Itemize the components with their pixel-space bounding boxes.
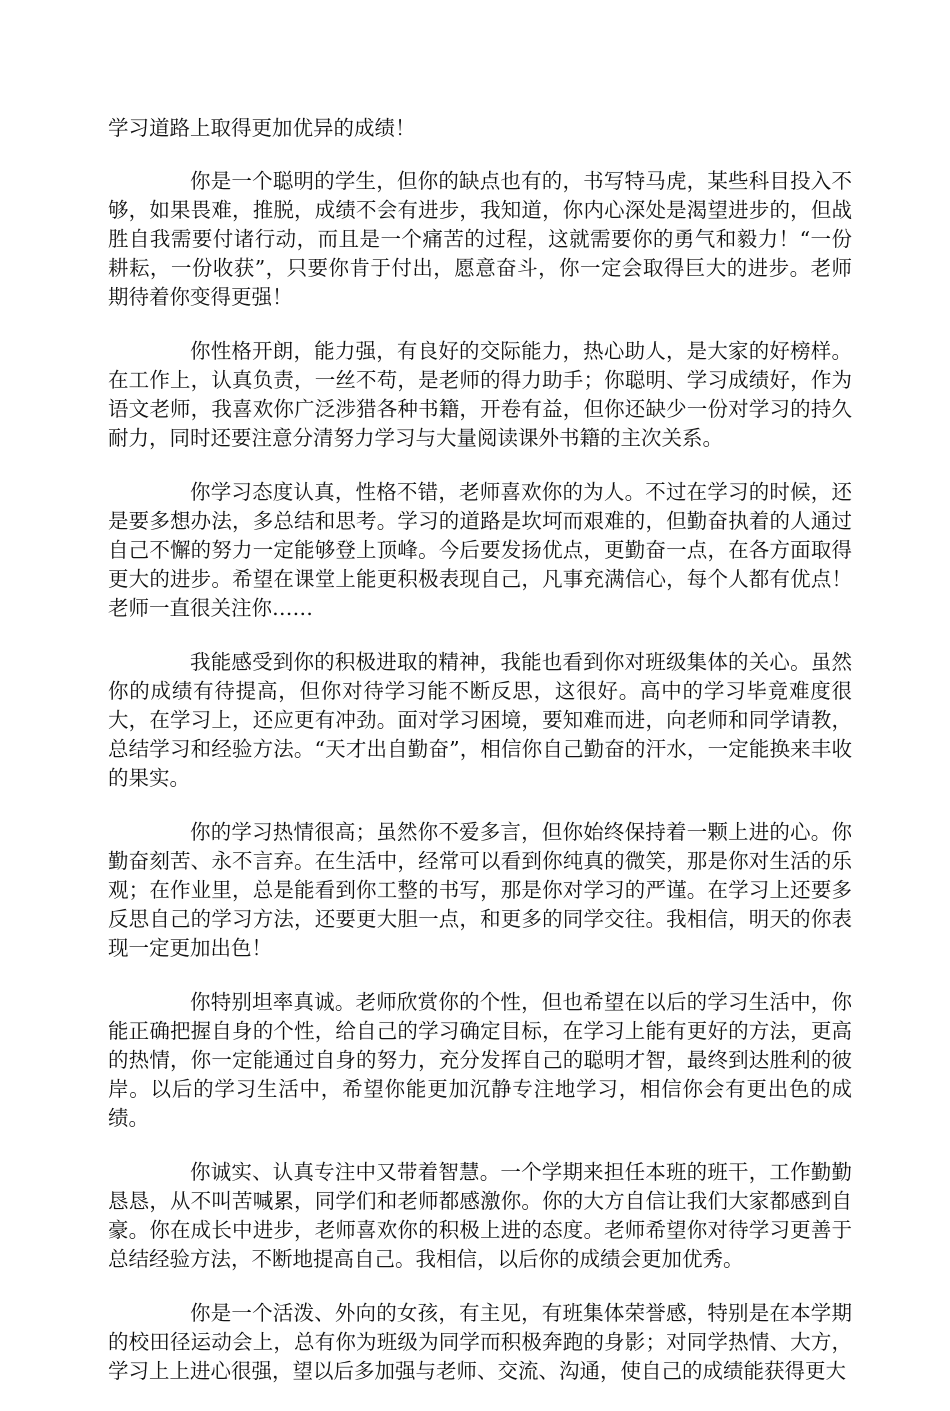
paragraph-comment-5: 你的学习热情很高；虽然你不爱多言，但你始终保持着一颗上进的心。你勤奋刻苦、永不言弃。在生活中，经常可以看到你纯真的微笑，那是你对生活的乐观；在作业里，总是能看到你工整的书写，那是你对学习的严谨。在学习上还要多反思自己的学习方法，还要更大胆一点，和更多的同学交往。我相信，明天的你表现一定更加出色！ <box>108 820 852 960</box>
paragraph-comment-6: 你特别坦率真诚。老师欣赏你的个性，但也希望在以后的学习生活中，你能正确把握自身的个性，给自己的学习确定目标，在学习上能有更好的方法，更高的热情，你一定能通过自身的努力，充分发挥自己的聪明才智，最终到达胜利的彼岸。以后的学习生活中，希望你能更加沉静专注地学习，相信你会有更出色的成绩。 <box>108 990 852 1130</box>
paragraph-comment-3: 你学习态度认真，性格不错，老师喜欢你的为人。不过在学习的时候，还是要多想办法，多总结和思考。学习的道路是坎坷而艰难的，但勤奋执着的人通过自己不懈的努力一定能够登上顶峰。今后要发扬优点，更勤奋一点，在各方面取得更大的进步。希望在课堂上能更积极表现自己，凡事充满信心，每个人都有优点！老师一直很关注你…… <box>108 480 852 620</box>
document-page <box>108 114 852 1411</box>
paragraph-comment-7: 你诚实、认真专注中又带着智慧。一个学期来担任本班的班干，工作勤勤恳恳，从不叫苦喊累，同学们和老师都感激你。你的大方自信让我们大家都感到自豪。你在成长中进步，老师喜欢你的积极上进的态度。老师希望你对待学习更善于总结经验方法，不断地提高自己。我相信，以后你的成绩会更加优秀。 <box>108 1160 852 1271</box>
paragraph-comment-4: 我能感受到你的积极进取的精神，我能也看到你对班级集体的关心。虽然你的成绩有待提高，但你对待学习能不断反思，这很好。高中的学习毕竟难度很大，在学习上，还应更有冲劲。面对学习困境，要知难而进，向老师和同学请教，总结学习和经验方法。“天才出自勤奋”，相信你自己勤奋的汗水，一定能换来丰收的果实。 <box>108 650 852 790</box>
paragraph-continuation: 学习道路上取得更加优异的成绩！ <box>108 116 416 140</box>
paragraph-comment-2: 你性格开朗，能力强，有良好的交际能力，热心助人，是大家的好榜样。在工作上，认真负责，一丝不苟，是老师的得力助手；你聪明、学习成绩好，作为语文老师，我喜欢你广泛涉猎各种书籍，开卷有益，但你还缺少一份对学习的持久耐力，同时还要注意分清努力学习与大量阅读课外书籍的主次关系。 <box>108 339 852 450</box>
paragraph-comment-1: 你是一个聪明的学生，但你的缺点也有的，书写特马虎，某些科目投入不够，如果畏难，推脱，成绩不会有进步，我知道，你内心深处是渴望进步的，但战胜自我需要付诸行动，而且是一个痛苦的过程，这就需要你的勇气和毅力！“一份耕耘，一份收获”，只要你肯于付出，愿意奋斗，你一定会取得巨大的进步。老师期待着你变得更强！ <box>108 169 852 309</box>
paragraph-comment-8: 你是一个活泼、外向的女孩，有主见，有班集体荣誉感，特别是在本学期的校田径运动会上，总有你为班级为同学而积极奔跑的身影；对同学热情、大方，学习上上进心很强，望以后多加强与老师、交流、沟通，使自己的成绩能获得更大 <box>108 1301 852 1383</box>
